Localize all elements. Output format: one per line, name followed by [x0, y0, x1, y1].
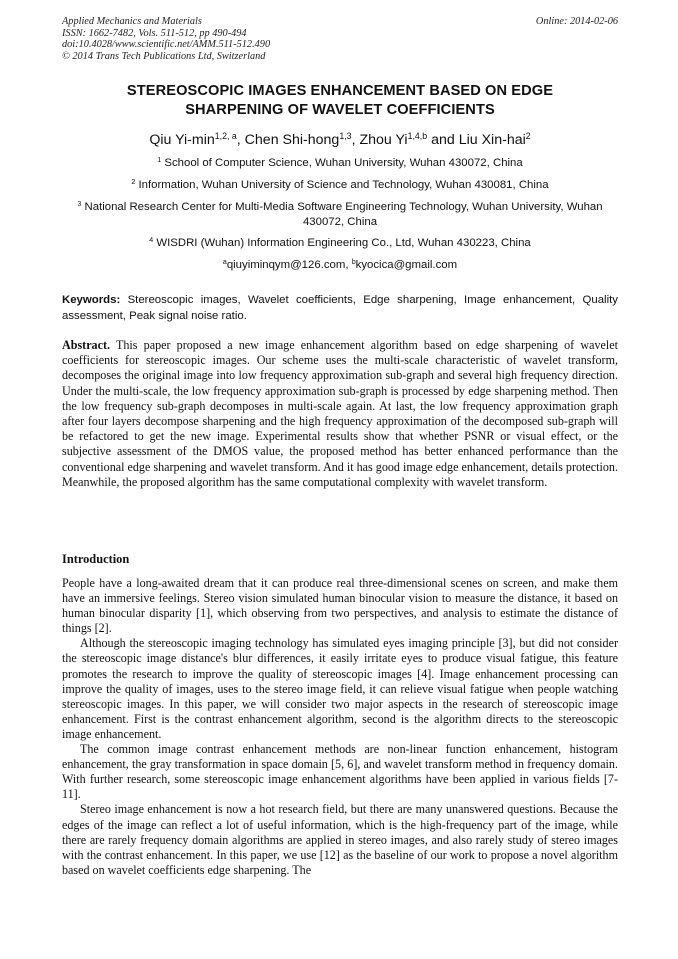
affiliation-number: 2	[131, 179, 136, 187]
affiliation-number: 1	[157, 157, 162, 165]
email-mark: a	[222, 259, 227, 267]
running-header	[62, 16, 618, 62]
section-heading-introduction: Introduction	[62, 552, 130, 566]
paragraph: People have a long-awaited dream that it can produce real three-dimensional scenes on screen, and make them have an immersive feelings. Stereo vision simulated human binocular vision to measure the distance, it based on human binocular disparity [1], which observing from two perspectives, and analysis to estimate the distance of things [2].	[62, 576, 618, 636]
paper-title	[62, 82, 618, 120]
author-separator: ,	[236, 132, 245, 148]
author-name: Liu Xin-hai	[458, 132, 526, 148]
affiliation-4	[62, 236, 618, 251]
affiliation-number: 3	[77, 201, 82, 209]
author-name: Chen Shi-hong	[244, 132, 340, 148]
author-name: Zhou Yi	[359, 132, 408, 148]
online-date: Online: 2014-02-06	[535, 16, 618, 27]
affiliation-2	[62, 178, 618, 193]
author-list	[62, 131, 618, 149]
issn-line: ISSN: 1662-7482, Vols. 511-512, pp 490-494	[62, 27, 247, 39]
author-affiliation-mark: 1,2, a	[214, 131, 237, 142]
paragraph: Stereo image enhancement is now a hot research field, but there are many unanswered questions. Because the edges of the image can reflect a lot of useful information, which is the high-frequency part of the image, while there are rarely frequency domain algorithms are applied in stereo images, and also rarely study of stereo images with the contrast enhancement. In this paper, we use [12] as the baseline of our work to propose a novel algorithm based on wavelet coefficients edge sharpening. The	[62, 802, 618, 877]
author-emails	[62, 258, 618, 273]
title-line-2: SHARPENING OF WAVELET COEFFICIENTS	[185, 102, 495, 118]
author-affiliation-mark: 2	[525, 131, 531, 142]
author-affiliation-mark: 1,4,b	[407, 131, 428, 142]
author-affiliation-mark: 1,3	[339, 131, 352, 142]
email-mark: b	[351, 259, 356, 267]
abstract-label: Abstract.	[62, 338, 111, 352]
abstract-text: This paper proposed a new image enhancement algorithm based on edge sharpening of wavelet coefficients for stereoscopic images. Our scheme uses the multi-scale characteristic of wavelet transform, decomposes the original image into low frequency approximation sub-graph and several high frequency direction. Under the multi-scale, the low frequency approximation sub-graph is processed by edge sharpening method. Then the low frequency sub-graph decomposes in multi-scale again. At last, the low frequency approximation graph after four layers decompose sharpening and the high frequency approximation of the decomposed sub-graph will be refactored to get the new image. Experimental results show that whether PSNR or visual effect, or the subjective assessment of the DMOS value, the proposed method has better enhanced performance than the conventional edge sharpening and wavelet transform. And it has good image edge enhancement, details protection. Meanwhile, the proposed algorithm has the same computational complexity with wavelet transform.	[62, 338, 618, 489]
introduction-body	[62, 576, 618, 878]
affiliation-number: 4	[149, 237, 154, 245]
email-address[interactable]: qiuyiminqym@126.com	[226, 259, 346, 271]
email-separator: ,	[345, 259, 352, 271]
paragraph: The common image contrast enhancement methods are non-linear function enhancement, histogram enhancement, the gray transformation in space domain [5, 6], and wavelet transform method in frequency domain. With further research, some stereoscopic image enhancement algorithms have been applied in various fields [7-11].	[62, 742, 618, 802]
affiliation-text: School of Computer Science, Wuhan University, Wuhan 430072, China	[164, 157, 523, 169]
affiliation-text: WISDRI (Wuhan) Information Engineering Co., Ltd, Wuhan 430223, China	[156, 237, 531, 249]
author-separator: and	[427, 132, 459, 148]
publication-info	[62, 16, 618, 62]
title-line-1: STEREOSCOPIC IMAGES ENHANCEMENT BASED ON EDGE	[126, 83, 554, 99]
doi-line: doi:10.4028/www.scientific.net/AMM.511-512.490	[62, 39, 271, 51]
keywords-text: Stereoscopic images, Wavelet coefficients, Edge sharpening, Image enhancement, Quality assessment, Peak signal noise ratio.	[62, 294, 618, 322]
author-separator: ,	[351, 132, 360, 148]
copyright-line: © 2014 Trans Tech Publications Ltd, Switzerland	[62, 50, 266, 62]
affiliation-3	[62, 200, 618, 230]
author-name: Qiu Yi-min	[149, 132, 215, 148]
journal-name: Applied Mechanics and Materials	[62, 16, 202, 27]
paragraph: Although the stereoscopic imaging technology has simulated eyes imaging principle [3], but did not consider the stereoscopic image distance's blur differences, it easily irritate eyes to produce visual fatigue, this feature promotes the research to improve the quality of stereoscopic images [4]. Image enhancement processing can improve the quality of images, uses to the stereo image field, it can relieve visual fatigue when people watching stereoscopic images. In this paper, we will consider two major aspects in the research of stereoscopic image enhancement. First is the contrast enhancement algorithm, second is the algorithm directs to the stereoscopic image enhancement.	[62, 636, 618, 741]
affiliation-1	[62, 156, 618, 171]
keywords-label: Keywords:	[62, 294, 121, 306]
abstract-block	[62, 338, 618, 490]
affiliation-text: Information, Wuhan University of Science and Technology, Wuhan 430081, China	[138, 179, 549, 191]
email-address[interactable]: kyocica@gmail.com	[355, 259, 458, 271]
keywords-block	[62, 293, 618, 324]
affiliation-text: National Research Center for Multi-Media Software Engineering Technology, Wuhan University, Wuhan 430072, China	[84, 201, 603, 228]
